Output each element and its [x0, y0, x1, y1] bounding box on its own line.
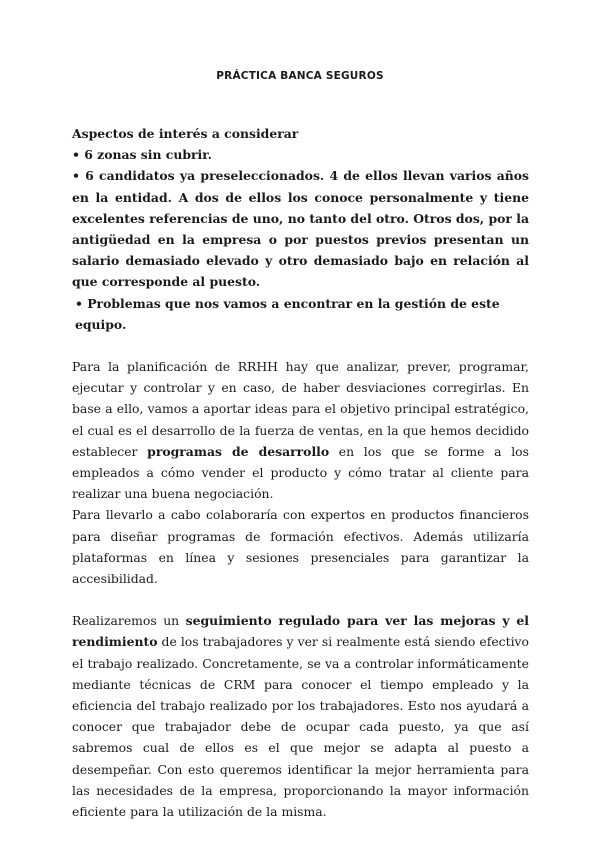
paragraph-collaboration: Para llevarlo a cabo colaboraría con expertos en productos financieros para diseñar programas de formación efectivos. Además utilizaría plataformas en línea y sesiones presenciales para garantizar la accesibilidad. [72, 507, 529, 587]
paragraph-monitoring-text-b: de los trabajadores y ver si realmente está siendo efectivo el trabajo realizado. Concretamente, se va a controlar informáticamente mediante técnicas de CRM para conocer el tiempo empleado y la eficiencia del trabajo realizado por los trabajadores. Esto nos ayudará a conocer que trabajador debe de ocupar cada puesto, ya que así sabremos cual de ellos es el que mejor se adapta al puesto a desempeñar. Con esto queremos identificar la mejor herramienta para las necesidades de la empresa, proporcionando la mayor información eficiente para la utilización de la misma. [72, 634, 529, 820]
paragraph-planning [72, 356, 529, 504]
paragraph-monitoring-text-a: Realizaremos un [72, 613, 186, 629]
paragraph-monitoring [72, 610, 529, 822]
document-body [72, 123, 529, 822]
aspect-bullet-problems: • Problemas que nos vamos a encontrar en la gestión de este equipo. [75, 295, 500, 332]
paragraph-planning-emphasis: programas de desarrollo [147, 443, 330, 459]
spacer [72, 335, 529, 356]
paragraph-planning-text-b: en los que se forme a los empleados a cómo vender el producto y cómo tratar al cliente para realizar una buena negociación. [72, 443, 529, 502]
document-title: PRÁCTICA BANCA SEGUROS [216, 70, 384, 82]
aspect-bullet-zones: • 6 zonas sin cubrir. [72, 147, 212, 163]
spacer [72, 589, 529, 610]
aspect-bullet-candidates: • 6 candidatos ya preseleccionados. 4 de ellos llevan varios años en la entidad. A dos de ellos los conoce personalmente y tiene excelentes referencias de uno, no tanto del otro. Otros dos, por la antigüedad en la empresa o por puestos previos presentan un salario demasiado elevado y otro demasiado bajo en relación al que corresponde al puesto. [72, 168, 529, 290]
paragraph-monitoring-emphasis: seguimiento regulado para ver las mejoras y el rendimiento [72, 613, 529, 650]
paragraph-planning-text-a: Para la planificación de RRHH hay que analizar, prever, programar, ejecutar y controlar y en caso, de haber desviaciones corregirlas. En base a ello, vamos a aportar ideas para el objetivo principal estratégico, el cual es el desarrollo de la fuerza de ventas, en la que hemos decidido establecer [72, 359, 529, 459]
aspects-heading: Aspectos de interés a considerar [72, 126, 299, 141]
